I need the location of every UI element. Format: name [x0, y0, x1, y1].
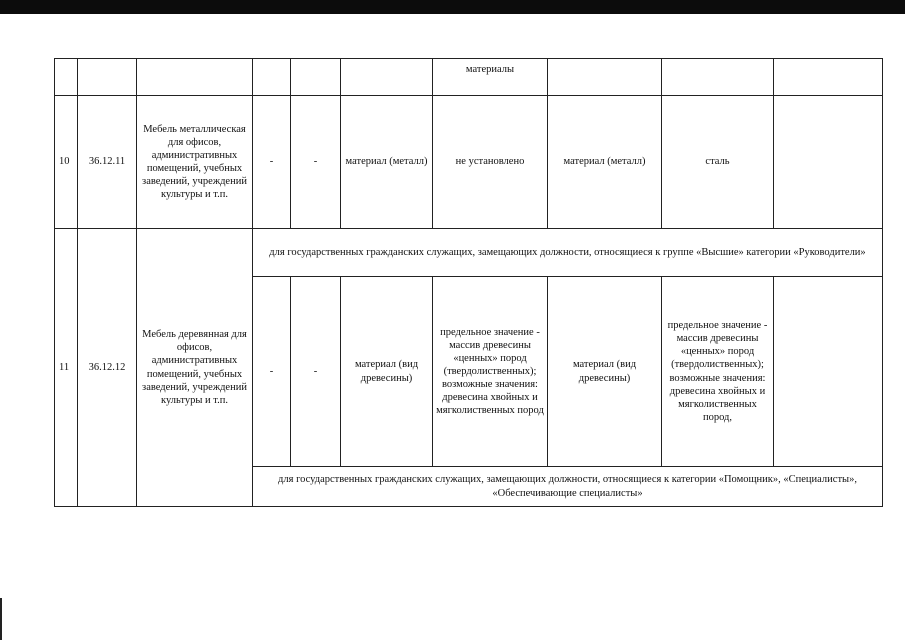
unit-name: -	[291, 277, 341, 467]
characteristic: материал (металл)	[341, 96, 433, 229]
cell-empty	[137, 59, 253, 96]
item-name: Мебель деревянная для офисов, административных помещений, учебных заведений, учреждений культуры и т.п.	[137, 229, 253, 507]
cell-empty	[774, 96, 883, 229]
okpd-code: 36.12.12	[78, 229, 137, 507]
row-number: 10	[55, 96, 78, 229]
continuation-row	[55, 59, 883, 96]
characteristic: материал (вид древесины)	[341, 277, 433, 467]
cell-empty	[774, 59, 883, 96]
group-header-specialists: для государственных гражданских служащих, замещающих должности, относящиеся к категории «Помощник», «Специалисты», «Обеспечивающие специалисты»	[253, 467, 883, 507]
characteristic-value: предельное значение - массив древесины «ценных» пород (твердолиственных); возможные значения: древесина хвойных и мягколиственных пород	[433, 277, 548, 467]
table-row-10	[55, 96, 883, 229]
characteristic-value-2: сталь	[662, 96, 774, 229]
characteristic-continuation: материалы	[433, 59, 548, 96]
characteristic-value-2: предельное значение - массив древесины «ценных» пород (твердолиственных); возможные значения: древесина хвойных и мягколиственных пород,	[662, 277, 774, 467]
cell-empty	[253, 59, 291, 96]
characteristic-2: материал (металл)	[548, 96, 662, 229]
cell-empty	[291, 59, 341, 96]
cell-empty	[774, 277, 883, 467]
unit-code: -	[253, 96, 291, 229]
row-number: 11	[55, 229, 78, 507]
specification-table	[54, 58, 883, 507]
item-name: Мебель металлическая для офисов, административных помещений, учебных заведений, учреждений культуры и т.п.	[137, 96, 253, 229]
table-row-11-header	[55, 229, 883, 277]
cell-empty	[78, 59, 137, 96]
okpd-code: 36.12.11	[78, 96, 137, 229]
cell-empty	[341, 59, 433, 96]
unit-name: -	[291, 96, 341, 229]
group-header-leaders: для государственных гражданских служащих, замещающих должности, относящиеся к группе «Высшие» категории «Руководители»	[253, 229, 883, 277]
cell-empty	[548, 59, 662, 96]
cell-empty	[55, 59, 78, 96]
cell-empty	[662, 59, 774, 96]
characteristic-value: не установлено	[433, 96, 548, 229]
characteristic-2: материал (вид древесины)	[548, 277, 662, 467]
scan-margin-mark	[0, 598, 2, 640]
unit-code: -	[253, 277, 291, 467]
top-scan-edge	[0, 0, 905, 14]
